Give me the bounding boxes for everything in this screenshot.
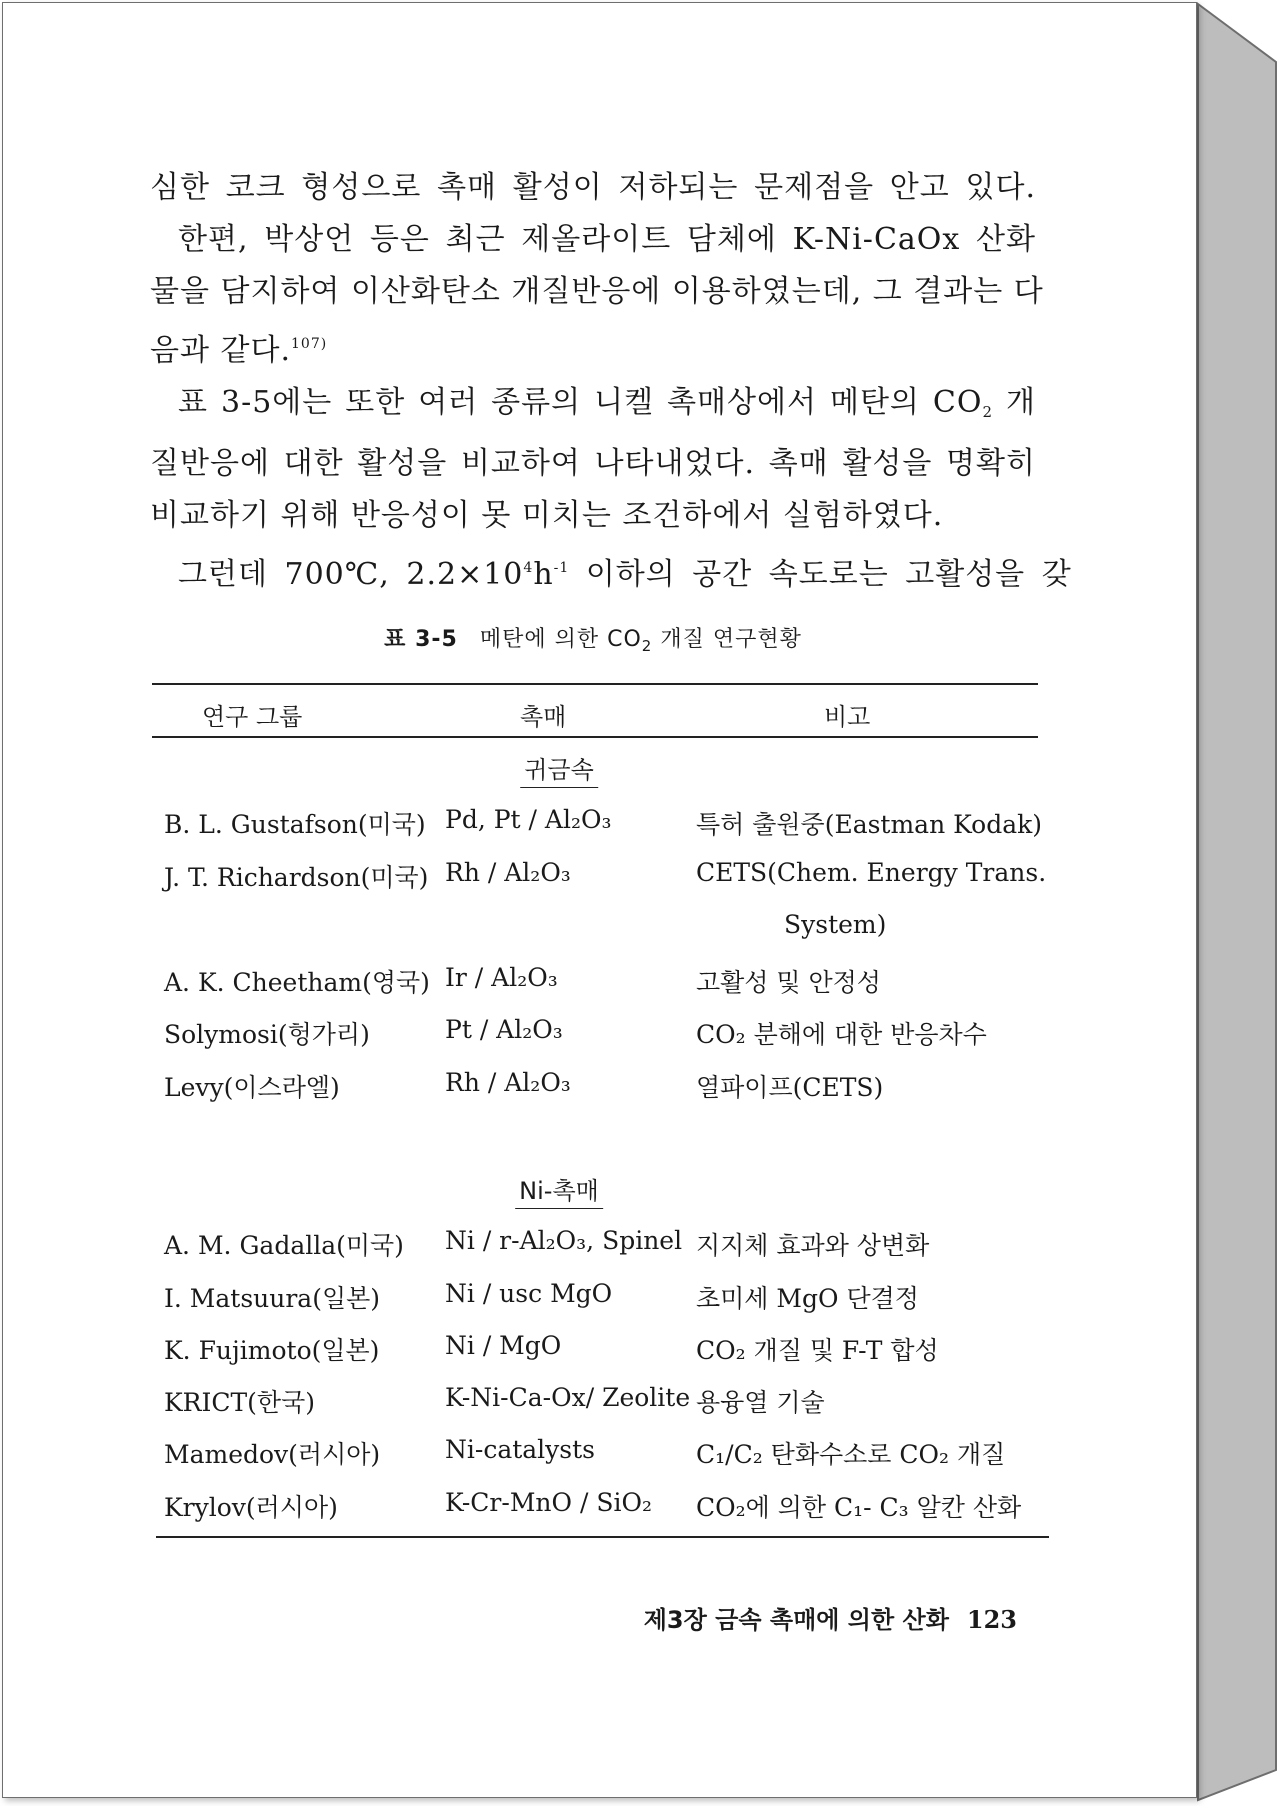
table-row-catalyst: Rh / Al₂O₃ xyxy=(445,1068,571,1097)
table-row-catalyst: Ni-catalysts xyxy=(445,1435,595,1464)
table-row-catalyst: K-Ni-Ca-Ox/ Zeolite xyxy=(445,1383,691,1412)
table-row-note: CO₂에 의한 C₁- C₃ 알칸 산화 xyxy=(696,1493,1022,1522)
footnote-ref: 107) xyxy=(291,336,328,352)
table-row-group: Krylov(러시아) xyxy=(164,1493,338,1522)
text-line: 물을 담지하여 이산화탄소 개질반응에 이용하였는데, 그 결과는 다 xyxy=(150,274,1044,309)
text-line: 질반응에 대한 활성을 비교하여 나타내었다. 촉매 활성을 명확히 xyxy=(150,446,1036,481)
table-row-group: Levy(이스라엘) xyxy=(164,1073,340,1102)
table-row-catalyst: Ni / MgO xyxy=(445,1331,562,1360)
header-group: 연구 그룹 xyxy=(202,703,303,731)
table-row-catalyst: Ni / r-Al₂O₃, Spinel xyxy=(445,1226,683,1255)
text-line: 표 3-5에는 또한 여러 종류의 니켈 촉매상에서 메탄의 $CO_2$ 개 xyxy=(178,385,1036,421)
table-row-group: KRICT(한국) xyxy=(164,1388,315,1417)
table-row-group: A. K. Cheetham(영국) xyxy=(164,968,430,997)
table-row-catalyst: K-Cr-MnO / SiO₂ xyxy=(445,1488,652,1517)
table-row-catalyst: Ni / usc MgO xyxy=(445,1279,613,1308)
table-row-group: J. T. Richardson(미국) xyxy=(164,863,429,892)
table-row-group: B. L. Gustafson(미국) xyxy=(164,810,426,839)
table-row-catalyst: Pt / Al₂O₃ xyxy=(445,1015,563,1044)
table-row-note: CETS(Chem. Energy Trans. xyxy=(696,858,1047,887)
table-row-note: CO₂ 개질 및 F-T 합성 xyxy=(696,1336,939,1365)
section-ni-catalysts: Ni-촉매 xyxy=(515,1171,603,1209)
body-text xyxy=(150,162,1072,601)
table-row-catalyst: Pd, Pt / Al₂O₃ xyxy=(445,805,612,834)
table-row-note: 열파이프(CETS) xyxy=(696,1073,884,1102)
book-edge xyxy=(1194,0,1287,1806)
table-row-note: 고활성 및 안정성 xyxy=(696,968,881,997)
page-footer xyxy=(644,1600,1017,1635)
table-header-rule xyxy=(152,736,1038,738)
text-line: 비교하기 위해 반응성이 못 미치는 조건하에서 실험하였다. xyxy=(150,498,944,533)
text-line: 그런데 700℃, $2.2\times 10^4h^{-1}$ 이하의 공간 속도로는 고활성을 갖 xyxy=(178,557,1072,592)
table-row-note: C₁/C₂ 탄화수소로 CO₂ 개질 xyxy=(696,1440,1006,1469)
page-number: 123 xyxy=(966,1605,1017,1634)
table-row-group: Mamedov(러시아) xyxy=(164,1440,381,1469)
header-catalyst: 촉매 xyxy=(520,703,567,731)
table-top-rule xyxy=(152,683,1038,685)
table-row-note: 지지체 효과와 상변화 xyxy=(696,1231,930,1260)
header-note: 비고 xyxy=(824,703,871,731)
table-row-catalyst: Ir / Al₂O₃ xyxy=(445,963,558,992)
table-row-group: I. Matsuura(일본) xyxy=(164,1284,381,1313)
table-row-group: K. Fujimoto(일본) xyxy=(164,1336,380,1365)
table-row-group: A. M. Gadalla(미국) xyxy=(164,1231,404,1260)
table-row-catalyst: Rh / Al₂O₃ xyxy=(445,858,571,887)
chapter-title: 제3장 금속 촉매에 의한 산화 xyxy=(643,1606,949,1634)
table-row-note: 용융열 기술 xyxy=(696,1388,825,1417)
section-noble-metals: 귀금속 xyxy=(520,750,598,788)
table-bottom-rule xyxy=(156,1536,1049,1538)
table-row-note: 초미세 MgO 단결정 xyxy=(696,1284,919,1313)
table-row-note: 특허 출원중(Eastman Kodak) xyxy=(696,810,1043,839)
table-caption: 표 3-5 메탄에 의한 $CO_2$ 개질 연구현황 xyxy=(384,627,802,655)
text-line: 한편, 박상언 등은 최근 제올라이트 담체에 K-Ni-CaOx 산화 xyxy=(178,222,1036,257)
text-line: 심한 코크 형성으로 촉매 활성이 저하되는 문제점을 안고 있다. xyxy=(150,170,1036,205)
table-row-note: CO₂ 분해에 대한 반응차수 xyxy=(696,1020,987,1049)
text-line: 음과 같다.$^{107)}$ xyxy=(150,333,328,368)
table-row-group: Solymosi(헝가리) xyxy=(164,1020,370,1049)
table-row-note-cont: System) xyxy=(784,910,887,939)
